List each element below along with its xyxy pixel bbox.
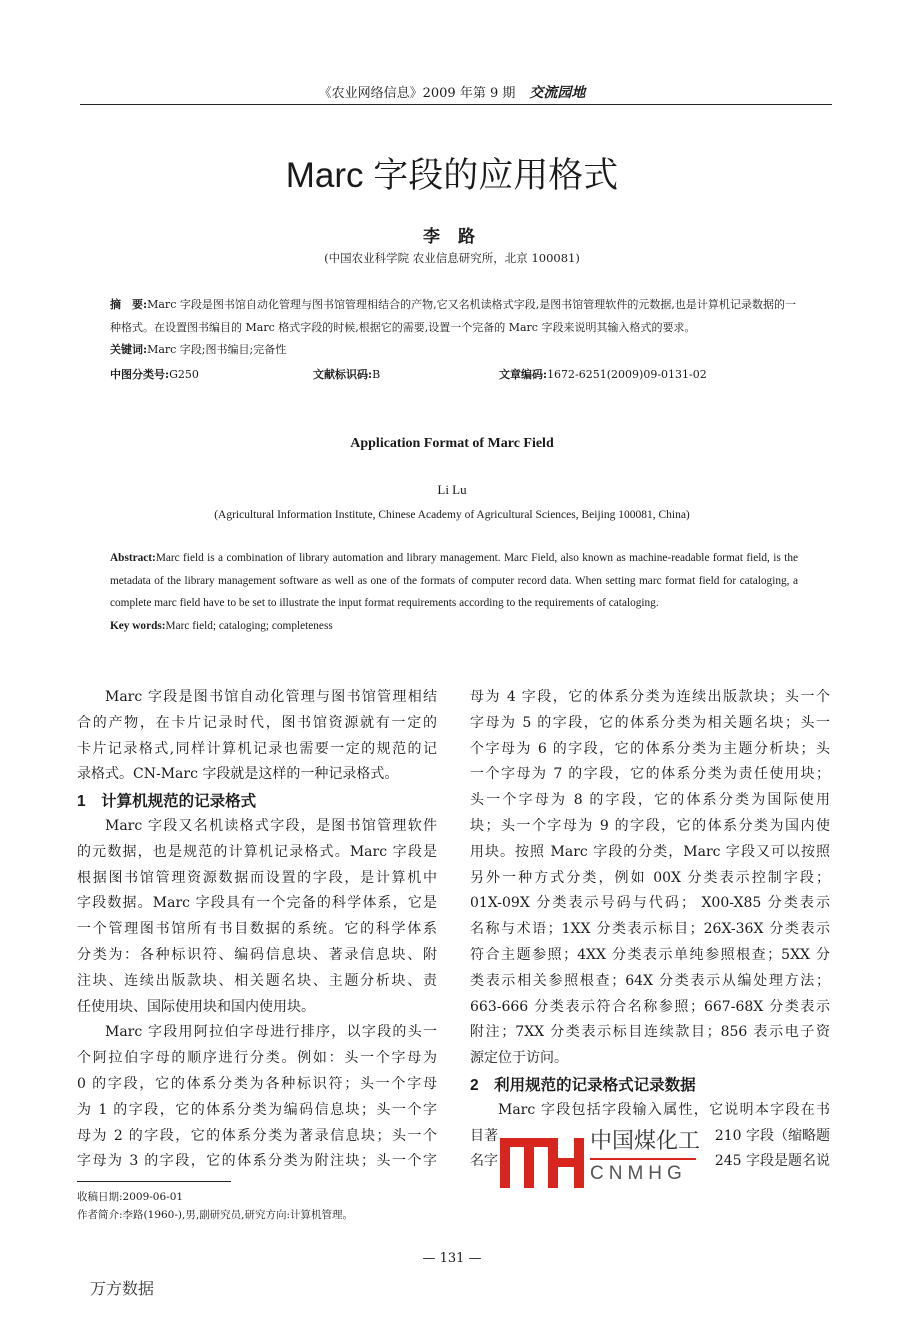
body-line: 类表示相关参照根查；64X 分类表示从编处理方法； [470, 972, 830, 989]
body-line: 另外一种方式分类，例如 00X 分类表示控制字段； [470, 869, 830, 886]
body-line: 0 的字段，它的体系分类为各种标识符；头一个字母 [77, 1076, 437, 1092]
article-no: 1672-6251(2009)09-0131-02 [547, 367, 707, 381]
body-line: 头一个字母为 8 的字段，它的体系分类为国际使用 [470, 792, 830, 809]
english-front-matter [0, 434, 904, 637]
article-no-label: 文章编码: [499, 367, 548, 381]
body-line: 为 1 的字段，它的体系分类为编码信息块；头一个字 [77, 1101, 437, 1118]
body-line: 分类为：各种标识符、编码信息块、著录信息块、附 [77, 947, 437, 963]
en-abstract-text: Marc field is a combination of library automation and library management. Marc Field, also known as machine-readable format field, is the metadata of the library management software as well as one of the formats of computer record data. When setting marc format field for cataloging, a complete marc field have to be set to illustrate the input format requirements according to the requirements of cataloging. [110, 552, 798, 610]
body-line-fragment: 210 字段（缩略题 [714, 1127, 830, 1144]
body-line: 录格式。CN-Marc 字段就是这样的一种记录格式。 [77, 766, 399, 783]
body-line-fragment: 名字 [470, 1153, 498, 1170]
footnote-received: 收稿日期:2009-06-01 [77, 1191, 184, 1203]
body-line: 字母为 3 的字段，它的体系分类为附注块；头一个字 [77, 1153, 437, 1170]
keywords-label: 关键词: [110, 343, 148, 356]
footnote-author-bio: 作者简介:李路(1960-),男,副研究员,研究方向:计算机管理。 [77, 1209, 354, 1221]
clc-label: 中图分类号: [110, 367, 170, 381]
watermark-bar [590, 1158, 696, 1160]
page-number: — 131 — [422, 1251, 482, 1266]
author-affiliation: (中国农业科学院 农业信息研究所，北京 100081) [324, 251, 580, 265]
body-line-fragment: 245 字段是题名说 [714, 1153, 830, 1170]
body-line: 个阿拉伯字母的顺序进行分类。例如：头一个字母为 [77, 1050, 437, 1067]
doc-code: B [372, 367, 381, 381]
body-line: 个字母为 6 的字段，它的体系分类为主题分析块；头 [470, 740, 830, 757]
header-rule [80, 104, 832, 105]
watermark-en: CNMHG [590, 1163, 687, 1184]
body-line: 一个管理图书馆所有书目数据的系统。它的科学体系 [77, 921, 437, 938]
running-header [0, 82, 904, 102]
footnote-rule [77, 1181, 231, 1182]
source-mark: 万方数据 [90, 1281, 155, 1298]
english-author: Li Lu [437, 482, 467, 497]
body-line: 的元数据，也是规范的计算机记录格式。Marc 字段是 [77, 843, 437, 860]
body-line: 符合主题参照；4XX 分类表示单纯参照根查；5XX 分 [470, 947, 830, 963]
en-abstract-label: Abstract: [110, 552, 156, 564]
body-line: 任使用块、国际使用块和国内使用块。 [77, 998, 315, 1015]
english-title: Application Format of Marc Field [350, 436, 554, 451]
body-line: 卡片记录格式,同样计算机记录也需要一定的规范的记 [77, 740, 437, 757]
section-heading: 2 利用规范的记录格式记录数据 [470, 1077, 696, 1094]
watermark-logo [498, 1126, 701, 1192]
watermark-logo-icon [498, 1126, 584, 1188]
classification-meta [110, 364, 796, 386]
body-line: 名称与术语；1XX 分类表示标目；26X-36X 分类表示 [470, 921, 830, 938]
body-line: 合的产物，在卡片记录时代，图书馆资源就有一定的 [77, 714, 437, 731]
body-line: 663-666 分类表示符合名称参照；667-68X 分类表示 [470, 998, 830, 1015]
body-line: 01X-09X 分类表示号码与代码； X00-X85 分类表示 [470, 895, 830, 912]
journal-issue: 《农业网络信息》2009 年第 9 期 [318, 86, 516, 101]
keywords-text: Marc 字段;图书编目;完备性 [147, 343, 287, 356]
english-affiliation: (Agricultural Information Institute, Chinese Academy of Agricultural Sciences, Beijing 100081, China) [214, 509, 690, 521]
article-title: Marc 字段的应用格式 [285, 156, 619, 195]
body-line: 源定位于访问。 [470, 1050, 568, 1067]
clc-code: G250 [169, 367, 199, 381]
body-line: 用块。按照 Marc 字段的分类，Marc 字段又可以按照 [470, 843, 830, 860]
body-line: 附注；7XX 分类表示标目连续款目；856 表示电子资 [470, 1024, 830, 1041]
abstract-text: Marc 字段是图书馆自动化管理与图书馆管理相结合的产物,它又名机读格式字段,是图书馆管理软件的元数据,也是计算机记录数据的一种格式。在设置图书编目的 Marc 格式字段的时候,根据它的需要,设置一个完备的 Marc 字段来说明其输入格式的要求。 [110, 298, 797, 334]
body-line: 根据图书馆管理资源数据而设置的字段，是计算机中 [77, 869, 437, 886]
body-line: 一个字母为 7 的字段，它的体系分类为责任使用块； [470, 766, 830, 783]
en-keywords-label: Key words: [110, 619, 166, 632]
body-line: 字段数据。Marc 字段具有一个完备的科学体系，它是 [77, 895, 437, 912]
body-line: 母为 4 字段，它的体系分类为连续出版款块；头一个 [470, 689, 830, 705]
section-heading: 1 计算机规范的记录格式 [77, 793, 257, 811]
body-line: 注块、连续出版款块、相关题名块、主题分析块、责 [77, 972, 437, 989]
en-keywords-text: Marc field; cataloging; completeness [165, 619, 333, 632]
body-line-fragment: 目著 [470, 1127, 498, 1144]
body-line: Marc 字段包括字段输入属性，它说明本字段在书 [498, 1101, 830, 1118]
english-abstract [110, 547, 798, 637]
body-line: 母为 2 的字段，它的体系分类为著录信息块；头一个 [77, 1127, 437, 1144]
body-line: Marc 字段用阿拉伯字母进行排序，以字段的头一 [105, 1024, 437, 1041]
doc-code-label: 文献标识码: [313, 367, 373, 381]
body-line: Marc 字段是图书馆自动化管理与图书馆管理相结 [105, 689, 437, 705]
abstract-label: 摘 要: [110, 298, 148, 311]
section-name: 交流园地 [529, 85, 586, 101]
body-line: 块；头一个字母为 9 的字段，它的体系分类为国内使 [470, 818, 830, 834]
chinese-abstract [110, 294, 796, 386]
body-line: Marc 字段又名机读格式字段，是图书馆管理软件 [105, 818, 437, 834]
body-line: 字母为 5 的字段，它的体系分类为相关题名块；头一 [470, 714, 830, 731]
author-name: 李 路 [423, 227, 481, 247]
watermark-cn: 中国煤化工 [590, 1128, 701, 1153]
